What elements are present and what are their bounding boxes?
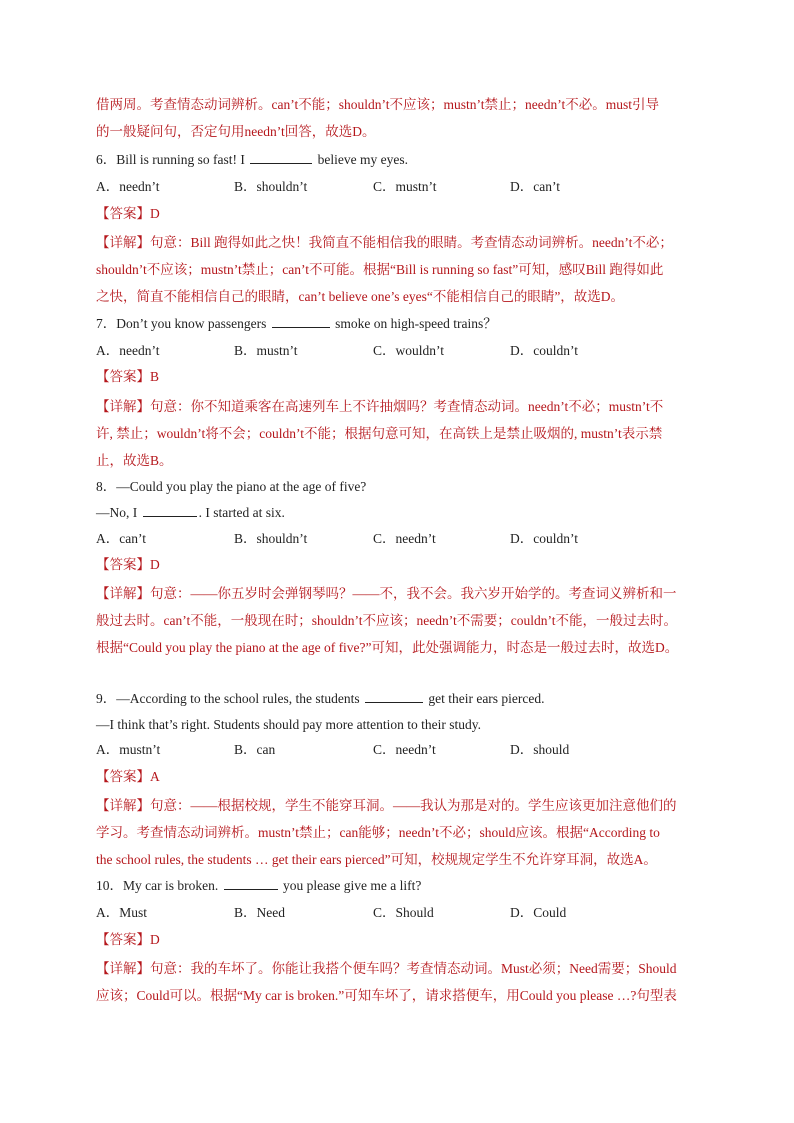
- stem-text: . I started at six.: [198, 505, 285, 520]
- question-7-stem: [96, 313, 706, 335]
- answer-line: [96, 766, 706, 788]
- answer-value: B: [150, 369, 160, 384]
- question-6-stem: [96, 149, 706, 171]
- answer-line: [96, 203, 706, 225]
- detail-line: 【详解】句意：——根据校规，学生不能穿耳洞。——我认为那是对的。学生应该更加注意他们的: [96, 798, 677, 813]
- option-a: A．needn’t: [96, 343, 160, 358]
- question-10-stem: [96, 875, 706, 897]
- detail-line: shouldn’t不应该；mustn’t禁止；can’t不可能。根据“Bill is running so fast”可知，感叹Bill 跑得如此: [96, 262, 664, 277]
- stem-text: you please give me a lift?: [279, 878, 422, 893]
- question-number: 10．: [96, 878, 123, 893]
- option-c: C．wouldn’t: [373, 343, 445, 358]
- answer-blank: [143, 503, 197, 517]
- detail-line: 根据“Could you play the piano at the age of five?”可知，此处强调能力，时态是一般过去时，故选D。: [96, 640, 679, 655]
- answer-tag: 【答案】: [96, 932, 150, 947]
- answer-tag: 【答案】: [96, 769, 150, 784]
- detail-paragraph: [96, 229, 700, 310]
- answer-blank: [365, 689, 423, 703]
- question-number: 8．: [96, 479, 117, 494]
- stem-text: believe my eyes.: [314, 152, 408, 167]
- detail-line: 【详解】句意：Bill 跑得如此之快！我简直不能相信我的眼睛。考查情态动词辨析。needn’t不必；: [96, 235, 673, 250]
- detail-line: 之快，简直不能相信自己的眼睛，can’t believe one’s eyes“不能相信自己的眼睛”，故选D。: [96, 289, 625, 304]
- question-number: 9．: [96, 691, 117, 706]
- detail-line: 学习。考查情态动词辨析。mustn’t禁止；can能够；needn’t不必；should应该。根据“According to: [96, 825, 660, 840]
- detail-line: 止，故选B。: [96, 453, 173, 468]
- detail-paragraph: [96, 580, 700, 661]
- question-number: 7．: [96, 316, 117, 331]
- answer-tag: 【答案】: [96, 206, 150, 221]
- option-b: B．shouldn’t: [234, 531, 308, 546]
- option-c: C．needn’t: [373, 531, 436, 546]
- detail-paragraph: [96, 955, 700, 1009]
- detail-line: 【详解】句意：我的车坏了。你能让我搭个便车吗？考查情态动词。Must必须；Need需要；Should: [96, 961, 677, 976]
- detail-tag: 【详解】: [96, 235, 150, 250]
- detail-paragraph: [96, 393, 700, 474]
- detail-line: 【详解】句意：你不知道乘客在高速列车上不许抽烟吗？考查情态动词。needn’t不必；mustn’t不: [96, 399, 664, 414]
- stem-text: —Could you play the piano at the age of five?: [116, 479, 367, 494]
- detail-tag: 【详解】: [96, 798, 150, 813]
- answer-value: D: [150, 932, 160, 947]
- option-a: A．needn’t: [96, 179, 160, 194]
- answer-blank: [272, 314, 330, 328]
- option-c: C．needn’t: [373, 742, 436, 757]
- detail-tag: 【详解】: [96, 399, 150, 414]
- detail-tag: 【详解】: [96, 961, 150, 976]
- stem-text: —According to the school rules, the students: [116, 691, 363, 706]
- option-d: D．couldn’t: [510, 343, 578, 358]
- answer-value: A: [150, 769, 160, 784]
- stem-text: —No, I: [96, 505, 141, 520]
- stem-text: smoke on high-speed trains？: [331, 316, 497, 331]
- option-b: B．shouldn’t: [234, 179, 308, 194]
- answer-line: [96, 554, 706, 576]
- intro-line-2: 的一般疑问句，否定句用needn’t回答，故选D。: [96, 124, 376, 139]
- detail-line: 许, 禁止；wouldn’t将不会；couldn’t不能；根据句意可知，在高铁上是禁止吸烟的, mustn’t表示禁: [96, 426, 663, 441]
- option-d: D．couldn’t: [510, 531, 578, 546]
- detail-paragraph: [96, 792, 700, 873]
- answer-blank: [224, 876, 278, 890]
- stem-text: Don’t you know passengers: [116, 316, 270, 331]
- option-a: A．mustn’t: [96, 742, 161, 757]
- detail-line: 【详解】句意：——你五岁时会弹钢琴吗？——不，我不会。我六岁开始学的。考查词义辨析和一: [96, 586, 677, 601]
- question-9-response: —I think that’s right. Students should pay more attention to their study.: [96, 717, 481, 732]
- question-number: 6．: [96, 152, 117, 167]
- option-a: A．Must: [96, 905, 148, 920]
- option-d: D．can’t: [510, 179, 560, 194]
- stem-text: get their ears pierced.: [424, 691, 545, 706]
- option-a: A．can’t: [96, 531, 146, 546]
- intro-line-1: 借两周。考查情态动词辨析。can’t不能；shouldn’t不应该；mustn’t禁止；needn’t不必。must引导: [96, 97, 659, 112]
- answer-line: [96, 929, 706, 951]
- answer-value: D: [150, 206, 160, 221]
- stem-text: My car is broken.: [123, 878, 222, 893]
- answer-blank: [250, 150, 312, 164]
- detail-tag: 【详解】: [96, 586, 150, 601]
- option-b: B．Need: [234, 905, 285, 920]
- option-b: B．can: [234, 742, 276, 757]
- stem-text: Bill is running so fast! I: [116, 152, 249, 167]
- detail-line: 般过去时。can’t不能，一般现在时；shouldn’t不应该；needn’t不需要；couldn’t不能，一般过去时。: [96, 613, 677, 628]
- option-c: C．mustn’t: [373, 179, 437, 194]
- answer-tag: 【答案】: [96, 557, 150, 572]
- answer-tag: 【答案】: [96, 369, 150, 384]
- detail-line: 应该；Could可以。根据“My car is broken.”可知车坏了，请求搭便车，用Could you please …?句型表: [96, 988, 677, 1003]
- answer-line: [96, 366, 706, 388]
- question-8-stem: [96, 476, 706, 498]
- option-c: C．Should: [373, 905, 434, 920]
- option-b: B．mustn’t: [234, 343, 298, 358]
- answer-value: D: [150, 557, 160, 572]
- question-9-stem: [96, 688, 706, 710]
- question-8-response: [96, 502, 706, 524]
- option-d: D．should: [510, 742, 570, 757]
- option-d: D．Could: [510, 905, 567, 920]
- detail-line: the school rules, the students … get their ears pierced”可知，校规规定学生不允许穿耳洞，故选A。: [96, 852, 657, 867]
